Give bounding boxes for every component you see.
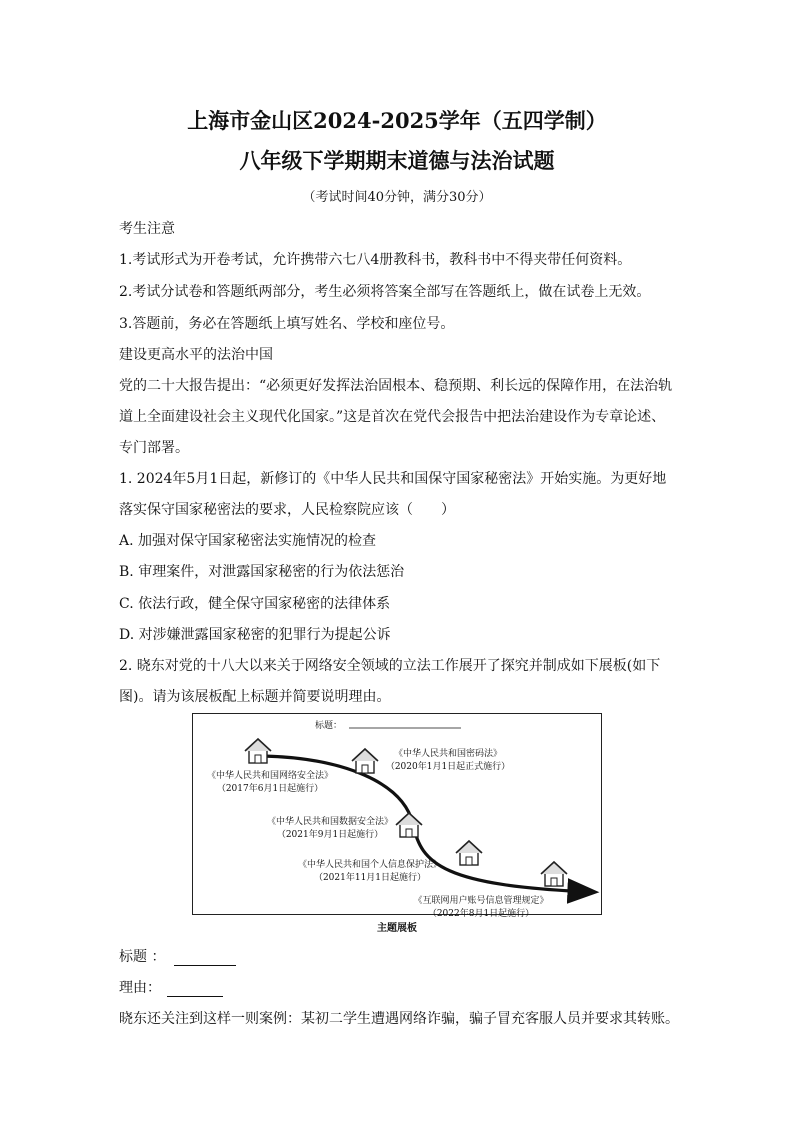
law-label [195,768,345,794]
answer-reason-label: 理由： [119,980,161,996]
law-date: （2021年9月1日起施行） [276,830,384,840]
notice-item: 1.考试形式为开卷考试，允许携带六七八4册教科书，教科书中不得夹带任何资料。 [119,252,632,268]
law-name: 《互联网用户账号信息管理规定》 [413,896,549,906]
law-label [401,893,561,919]
law-name: 《中华人民共和国数据安全法》 [266,817,393,827]
law-date: （2020年1月1日起正式施行） [385,762,511,772]
notice-item: 3.答题前，务必在答题纸上填写姓名、学校和座位号。 [119,316,455,332]
q1-stem-line: 落实保守国家秘密法的要求，人民检察院应该（ ） [119,502,455,518]
q2-stem-line: 图)。请为该展板配上标题并简要说明理由。 [119,689,391,705]
q2-stem-line: 2. 晓东对党的十八大以来关于网络安全领域的立法工作展开了探究并制成如下展板(如下 [119,658,661,674]
section-intro-line: 专门部署。 [119,440,189,456]
answer-reason-blank[interactable] [167,982,223,997]
display-board [192,713,602,919]
answer-reason-row [119,977,223,997]
q1-option-a: A. 加强对保守国家秘密法实施情况的检查 [119,533,377,549]
section-intro-line: 道上全面建设社会主义现代化国家。”这是首次在党代会报告中把法治建设作为专章论述、 [119,409,666,425]
exam-title: 上海市金山区2024-2025学年（五四学制） [187,108,607,133]
law-name: 《中华人民共和国个人信息保护法》 [297,860,442,870]
q1-option-c: C. 依法行政，健全保守国家秘密的法律体系 [119,596,391,612]
board-caption: 主题展板 [377,923,417,934]
q1-option-d: D. 对涉嫌泄露国家秘密的犯罪行为提起公诉 [119,627,391,643]
notice-heading: 考生注意 [119,221,175,237]
law-name: 《中华人民共和国网络安全法》 [206,771,333,781]
exam-info: （考试时间40分钟，满分30分） [302,190,492,205]
house-icon [245,739,271,763]
answer-title-row [119,946,236,966]
q1-option-b: B. 审理案件，对泄露国家秘密的行为依法惩治 [119,564,405,580]
law-label [255,814,405,840]
board-title-label: 标题： [315,721,343,731]
section-intro-line: 党的二十大报告提出：“必须更好发挥法治固根本、稳预期、利长远的保障作用，在法治轨 [119,378,673,394]
case-text: 晓东还关注到这样一则案例：某初二学生遭遇网络诈骗，骗子冒充客服人员并要求其转账。 [119,1011,679,1027]
answer-title-blank[interactable] [174,951,236,966]
q1-stem-line: 1. 2024年5月1日起，新修订的《中华人民共和国保守国家秘密法》开始实施。为更好地 [119,471,667,487]
answer-title-label: 标题 ： [119,949,166,965]
law-date: （2021年11月1日起施行） [313,873,427,883]
notice-item: 2.考试分试卷和答题纸两部分，考生必须将答案全部写在答题纸上，做在试卷上无效。 [119,284,651,300]
house-icon [456,841,482,865]
section-heading: 建设更高水平的法治中国 [119,347,273,363]
law-date: （2017年6月1日起施行） [216,784,324,794]
exam-subtitle: 八年级下学期期末道德与法治试题 [239,148,555,173]
law-date: （2022年8月1日起施行） [427,909,535,919]
law-label [285,857,455,883]
house-icon [541,862,567,886]
law-name: 《中华人民共和国密码法》 [393,749,502,759]
law-label [373,746,523,772]
